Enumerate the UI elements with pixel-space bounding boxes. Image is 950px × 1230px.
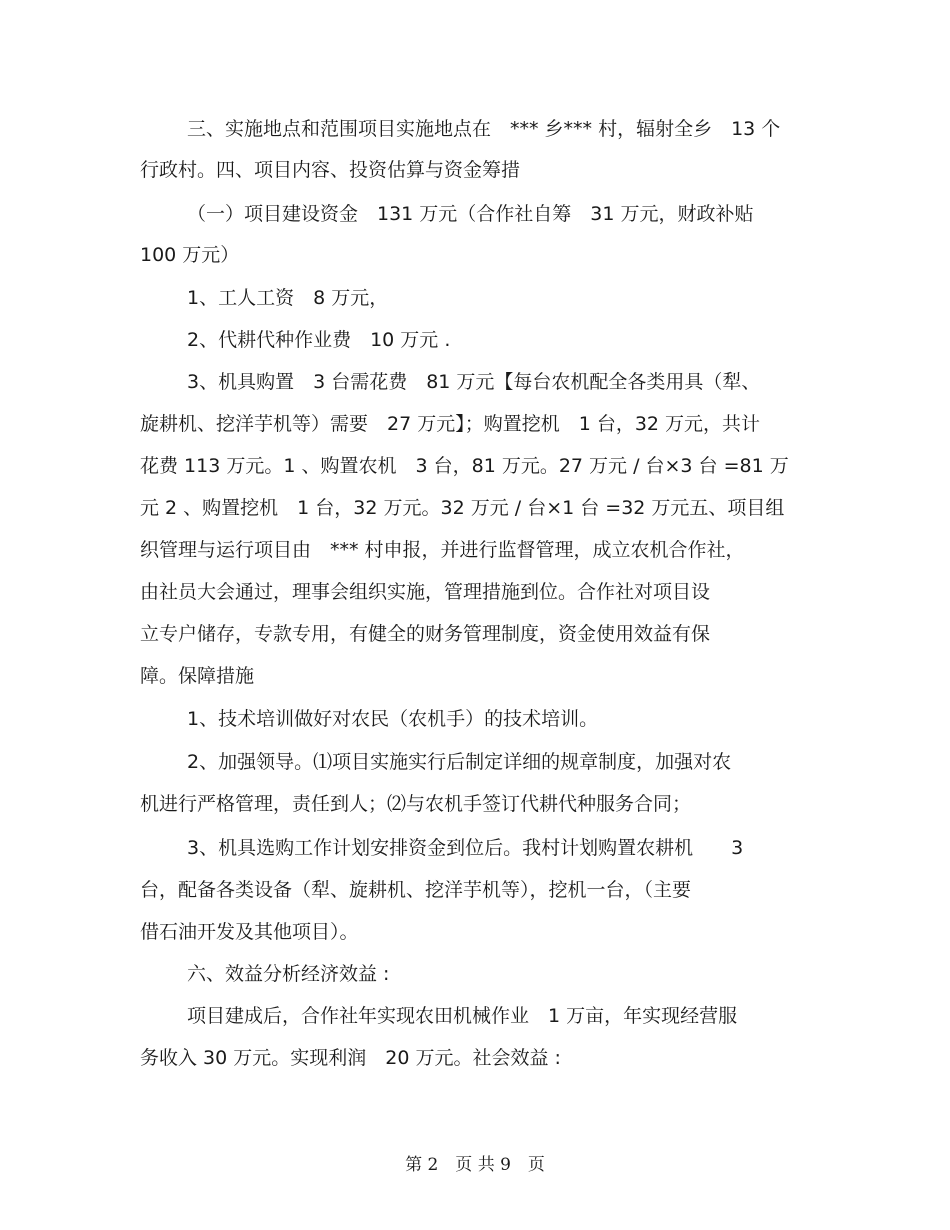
text-line: 1、工人工资 8 万元，	[187, 287, 389, 309]
text-line: （一）项目建设资金 131 万元（合作社自筹 31 万元，财政补贴	[187, 203, 754, 225]
text-line: 台，配备各类设备（犁、旋耕机、挖洋芋机等），挖机一台，（主要	[140, 879, 692, 901]
text-line: 行政村。四、项目内容、投资估算与资金筹措	[140, 159, 521, 181]
text-line: 2、加强领导。⑴项目实施实行后制定详细的规章制度，加强对农	[187, 751, 732, 773]
text-line: 借石油开发及其他项目）。	[140, 921, 359, 943]
text-line: 三、实施地点和范围项目实施地点在 *** 乡*** 村，辐射全乡 13 个	[187, 118, 781, 140]
page-number-footer: 第 2 页 共 9 页	[405, 1155, 545, 1175]
text-line: 1、技术培训做好对农民（农机手）的技术培训。	[187, 708, 599, 730]
text-line: 3、机具选购工作计划安排资金到位后。我村计划购置农耕机 3	[187, 837, 744, 859]
text-line: 项目建成后，合作社年实现农田机械作业 1 万亩，年实现经营服	[187, 1005, 738, 1027]
text-line: 织管理与运行项目由 *** 村申报，并进行监督管理，成立农机合作社，	[140, 539, 745, 561]
text-line: 务收入 30 万元。实现利润 20 万元。社会效益 :	[140, 1047, 561, 1069]
text-line: 障。保障措施	[140, 665, 255, 687]
text-line: 100 万元）	[140, 244, 240, 266]
text-line: 元 2 、购置挖机 1 台，32 万元。32 万元 / 台×1 台 =32 万元五、项目组	[140, 497, 785, 519]
text-line: 旋耕机、挖洋芋机等）需要 27 万元】；购置挖机 1 台，32 万元，共计	[140, 413, 761, 435]
text-line: 由社员大会通过，理事会组织实施，管理措施到位。合作社对项目设	[140, 581, 711, 603]
text-line: 六、效益分析经济效益 :	[187, 963, 390, 985]
text-line: 3、机具购置 3 台需花费 81 万元【每台农机配全各类用具（犁、	[187, 371, 761, 393]
text-line: 花费 113 万元。1 、购置农机 3 台，81 万元。27 万元 / 台×3 台 =81 万	[140, 455, 789, 477]
text-line: 2、代耕代种作业费 10 万元 .	[187, 329, 451, 351]
text-line: 机进行严格管理，责任到人；⑵与农机手签订代耕代种服务合同；	[140, 793, 692, 815]
text-line: 立专户储存，专款专用，有健全的财务管理制度，资金使用效益有保	[140, 623, 711, 645]
